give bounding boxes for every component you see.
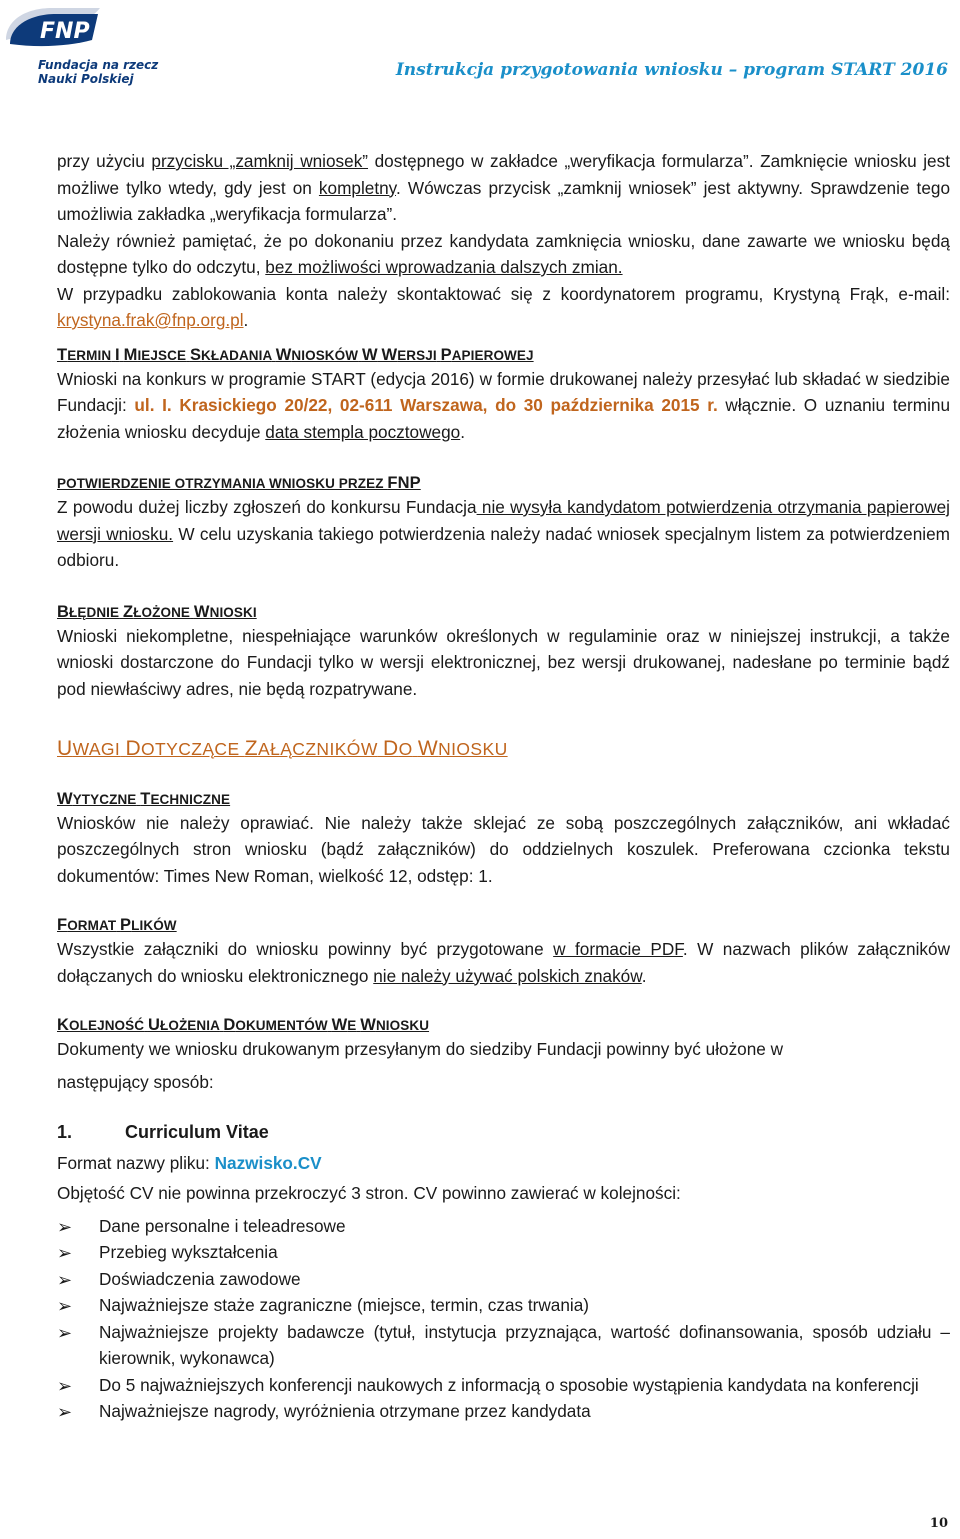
main-section-heading-uwagi: UWAGI DOTYCZĄCE ZAŁĄCZNIKÓW DO WNIOSKU [57,737,508,760]
arrow-bullet-icon: ➢ [57,1322,73,1343]
kolejnosc-line-1: Dokumenty we wniosku drukowanym przesyłanym do siedziby Fundacji powinny być ułożone w [57,1039,784,1059]
coordinator-email-link[interactable]: krystyna.frak@fnp.org.pl [57,310,244,330]
arrow-bullet-icon: ➢ [57,1296,73,1316]
list-item: ➢ Doświadczenia zawodowe [57,1266,950,1293]
fnp-logo [0,0,160,92]
termin-paragraph: Wnioski na konkurs w programie START (edycja 2016) w formie drukowanej należy przesyłać lub składać w siedzibie Fundacji: ul. I. Krasickiego 20/22, 02-611 Warszawa, do 30 października 2015 r. włącznie. O uznaniu terminu złożenia wniosku decyduje data stempla pocztowego. [57,368,951,442]
logo-text: FNP [40,19,90,44]
logo-sub-line2: Nauki Polskiej [38,72,134,86]
list-item: ➢ Dane personalne i teleadresowe [57,1213,950,1240]
list-item: ➢ Najważniejsze projekty badawcze (tytuł, instytucja przyznająca, wartość dofinansowania, sposób udziału – kierownik, wykonawca) [57,1321,950,1368]
potwierdzenie-paragraph: Z powodu dużej liczby zgłoszeń do konkursu Fundacja nie wysyła kandydatom potwierdzenia otrzymania papierowej wersji wniosku. W celu uzyskania takiego potwierdzenia należy nadać wniosek specjalnym listem za potwierdzeniem odbioru. [57,497,950,570]
arrow-bullet-icon: ➢ [57,1402,73,1422]
list-item: ➢ Najważniejsze staże zagraniczne (miejsce, termin, czas trwania) [57,1292,950,1319]
list-item: ➢ Przebieg wykształcenia [57,1239,950,1266]
section-heading-kolejnosc: KOLEJNOŚĆ UŁOŻENIA DOKUMENTÓW WE WNIOSKU [57,1016,430,1034]
arrow-bullet-icon: ➢ [57,1375,73,1396]
page-number: 10 [929,1516,948,1531]
intro-paragraph-1: przy użyciu przycisku „zamknij wniosek” dostępnego w zakładce „weryfikacja formularza”. Zamknięcie wniosku jest możliwe tylko wtedy, gdy jest on kompletny. Wówczas przycisk „zamknij wniosek” jest aktywny. Sprawdzenie tego umożliwia zakładka „weryfikacja formularza”. [57,151,951,224]
list-item: ➢ Najważniejsze nagrody, wyróżnienia otrzymane przez kandydata [57,1398,950,1425]
cv-contents-list [57,1213,950,1425]
list-item: ➢ Do 5 najważniejszych konferencji naukowych z informacją o sposobie wystąpienia kandydata na konferencji [57,1372,950,1399]
fnp-logo-mark [0,0,160,60]
cv-filename: Nazwisko.CV [214,1152,322,1173]
section-heading-potwierdzenie: POTWIERDZENIE OTRZYMANIA WNIOSKU PRZEZ FNP [57,474,421,492]
section-heading-termin: TERMIN I MIEJSCE SKŁADANIA WNIOSKÓW W WERSJI PAPIEROWEJ [57,345,534,364]
cv-volume-line: Objętość CV nie powinna przekroczyć 3 stron. CV powinno zawierać w kolejności: [57,1183,681,1203]
intro-paragraph-2: Należy również pamiętać, że po dokonaniu przez kandydata zamknięcia wniosku, dane zawarte we wniosku będą dostępne tylko do odczytu, bez możliwości wprowadzania dalszych zmian. [57,230,950,277]
arrow-bullet-icon: ➢ [57,1269,73,1290]
kolejnosc-line-2: następujący sposób: [57,1071,214,1092]
cv-format-line: Format nazwy pliku: Nazwisko.CV [57,1152,322,1173]
wytyczne-paragraph: Wniosków nie należy oprawiać. Nie należy także sklejać ze sobą poszczególnych załączników, ani wkładać poszczególnych stron wniosku (bądź załączników) do oddzielnych koszulek. Preferowana czcionka tekstu dokumentów: Times New Roman, wielkość 12, odstęp: 1. [57,812,950,886]
section-heading-wytyczne: WYTYCZNE TECHNICZNE [57,789,231,808]
section-heading-format: FORMAT PLIKÓW [57,916,177,934]
section-heading-bledne: BŁĘDNIE ZŁOŻONE WNIOSKI [57,602,257,621]
close-button-reference: przycisku „zamknij wniosek” [151,151,369,171]
bledne-paragraph: Wnioski niekompletne, niespełniające warunków określonych w regulaminie oraz w niniejszej instrukcji, a także wnioski dostarczone do Fundacji tylko w wersji elektronicznej, bez wersji drukowanej, nadesłane po terminie bądź pod niewłaściwy adres, nie będą rozpatrywane. [57,625,950,699]
format-paragraph: Wszystkie załączniki do wniosku powinny być przygotowane w formacie PDF. W nazwach plików załączników dołączanych do wniosku elektronicznego nie należy używać polskich znaków. [57,939,950,986]
foundation-address: ul. I. Krasickiego 20/22, 02-611 Warszawa, do 30 października 2015 r. [134,395,718,415]
arrow-bullet-icon: ➢ [57,1216,73,1237]
cv-heading: 1. Curriculum Vitae [57,1122,269,1142]
document-body [57,148,950,1425]
arrow-bullet-icon: ➢ [57,1243,73,1263]
logo-sub-line1: Fundacja na rzecz [38,58,159,72]
document-title: Instrukcja przygotowania wniosku – program START 2016 [395,60,948,80]
intro-paragraph-3: W przypadku zablokowania konta należy skontaktować się z koordynatorem programu, Krystyną Frąk, e-mail: krystyna.frak@fnp.org.pl. [57,283,950,330]
